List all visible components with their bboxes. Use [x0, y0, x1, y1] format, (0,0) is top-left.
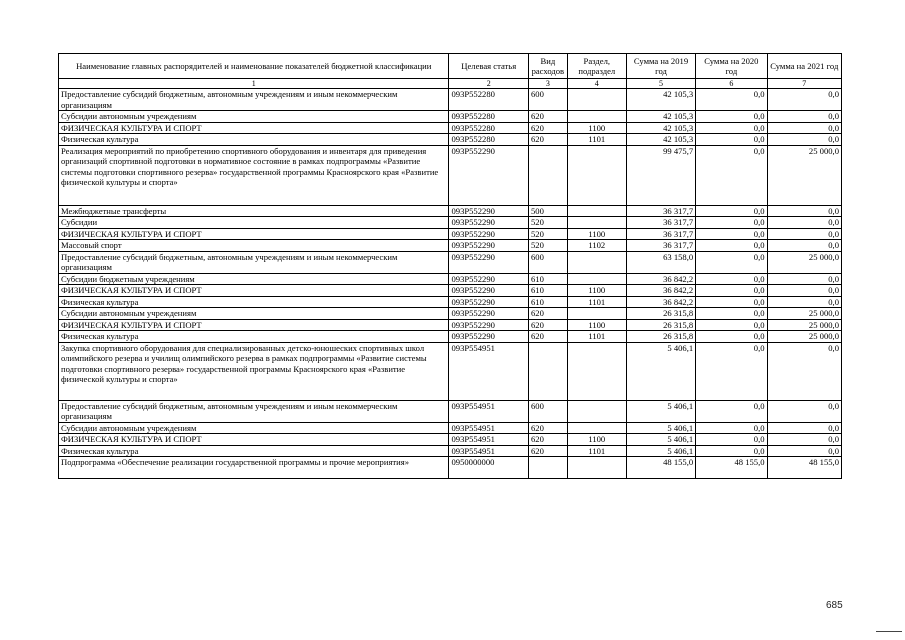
- row-expense-type: 620: [528, 445, 567, 457]
- row-sum-2021: 0,0: [767, 342, 841, 400]
- row-section: [567, 273, 626, 285]
- row-name: Физическая культура: [59, 296, 449, 308]
- table-header-row: [59, 54, 842, 79]
- row-target-article: 0950000000: [449, 457, 529, 479]
- column-number: 5: [626, 79, 695, 89]
- row-section: 1101: [567, 134, 626, 146]
- row-target-article: 093P552280: [449, 89, 529, 111]
- row-name: ФИЗИЧЕСКАЯ КУЛЬТУРА И СПОРТ: [59, 319, 449, 331]
- row-name: Предоставление субсидий бюджетным, автономным учреждениям и иным некоммерческим организациям: [59, 400, 449, 422]
- budget-table: [58, 53, 842, 479]
- row-name: ФИЗИЧЕСКАЯ КУЛЬТУРА И СПОРТ: [59, 122, 449, 134]
- table-row: [59, 89, 842, 111]
- table-row: [59, 285, 842, 297]
- row-sum-2020: 0,0: [696, 240, 767, 252]
- header-name: Наименование главных распорядителей и наименование показателей бюджетной классификации: [59, 54, 449, 79]
- row-expense-type: 520: [528, 240, 567, 252]
- row-sum-2020: 48 155,0: [696, 457, 767, 479]
- row-expense-type: 620: [528, 308, 567, 320]
- row-sum-2021: 0,0: [767, 205, 841, 217]
- table-row: [59, 111, 842, 123]
- header-vr: Вид расходов: [528, 54, 567, 79]
- row-target-article: 093P552290: [449, 145, 529, 205]
- row-expense-type: 620: [528, 434, 567, 446]
- row-expense-type: 600: [528, 89, 567, 111]
- row-section: 1100: [567, 434, 626, 446]
- row-sum-2019: 63 158,0: [626, 251, 695, 273]
- row-sum-2019: 5 406,1: [626, 400, 695, 422]
- row-name: Субсидии: [59, 217, 449, 229]
- row-sum-2019: 5 406,1: [626, 422, 695, 434]
- row-sum-2021: 0,0: [767, 445, 841, 457]
- row-sum-2020: 0,0: [696, 342, 767, 400]
- row-sum-2021: 25 000,0: [767, 331, 841, 343]
- row-section: 1100: [567, 285, 626, 297]
- row-sum-2019: 42 105,3: [626, 89, 695, 111]
- row-sum-2019: 5 406,1: [626, 445, 695, 457]
- table-row: [59, 240, 842, 252]
- row-expense-type: 600: [528, 400, 567, 422]
- row-sum-2019: 36 842,2: [626, 296, 695, 308]
- row-sum-2021: 0,0: [767, 89, 841, 111]
- row-sum-2021: 0,0: [767, 400, 841, 422]
- row-sum-2021: 0,0: [767, 434, 841, 446]
- row-sum-2020: 0,0: [696, 111, 767, 123]
- row-sum-2019: 26 315,8: [626, 331, 695, 343]
- row-sum-2020: 0,0: [696, 251, 767, 273]
- row-sum-2021: 0,0: [767, 111, 841, 123]
- row-sum-2019: 36 317,7: [626, 217, 695, 229]
- row-section: [567, 457, 626, 479]
- row-name: Предоставление субсидий бюджетным, автономным учреждениям и иным некоммерческим организациям: [59, 251, 449, 273]
- row-section: [567, 205, 626, 217]
- row-expense-type: 610: [528, 296, 567, 308]
- row-sum-2019: 36 317,7: [626, 240, 695, 252]
- row-expense-type: 610: [528, 273, 567, 285]
- row-target-article: 093P554951: [449, 434, 529, 446]
- row-sum-2021: 0,0: [767, 122, 841, 134]
- header-rz: Раздел, подраздел: [567, 54, 626, 79]
- row-sum-2020: 0,0: [696, 445, 767, 457]
- row-name: Межбюджетные трансферты: [59, 205, 449, 217]
- row-target-article: 093P554951: [449, 342, 529, 400]
- row-name: Подпрограмма «Обеспечение реализации государственной программы и прочие мероприятия»: [59, 457, 449, 479]
- header-2019: Сумма на 2019 год: [626, 54, 695, 79]
- row-sum-2019: 26 315,8: [626, 319, 695, 331]
- row-target-article: 093P552280: [449, 122, 529, 134]
- row-sum-2020: 0,0: [696, 134, 767, 146]
- row-section: 1100: [567, 319, 626, 331]
- row-expense-type: 620: [528, 319, 567, 331]
- row-name: Предоставление субсидий бюджетным, автономным учреждениям и иным некоммерческим организациям: [59, 89, 449, 111]
- row-target-article: 093P554951: [449, 445, 529, 457]
- row-sum-2019: 36 842,2: [626, 273, 695, 285]
- row-name: ФИЗИЧЕСКАЯ КУЛЬТУРА И СПОРТ: [59, 228, 449, 240]
- table-row: [59, 205, 842, 217]
- row-target-article: 093P552280: [449, 134, 529, 146]
- column-number: 6: [696, 79, 767, 89]
- header-code: Целевая статья: [449, 54, 529, 79]
- row-sum-2019: 42 105,3: [626, 134, 695, 146]
- row-sum-2020: 0,0: [696, 285, 767, 297]
- table-row: [59, 308, 842, 320]
- row-sum-2021: 0,0: [767, 217, 841, 229]
- row-sum-2020: 0,0: [696, 400, 767, 422]
- row-target-article: 093P552290: [449, 331, 529, 343]
- row-section: [567, 111, 626, 123]
- row-section: [567, 422, 626, 434]
- row-sum-2020: 0,0: [696, 89, 767, 111]
- row-sum-2021: 25 000,0: [767, 251, 841, 273]
- row-name: Субсидии автономным учреждениям: [59, 308, 449, 320]
- table-row: [59, 342, 842, 400]
- column-number: 3: [528, 79, 567, 89]
- table-row: [59, 134, 842, 146]
- column-number: 1: [59, 79, 449, 89]
- row-expense-type: 620: [528, 422, 567, 434]
- row-section: [567, 342, 626, 400]
- row-section: [567, 251, 626, 273]
- row-sum-2020: 0,0: [696, 228, 767, 240]
- table-row: [59, 422, 842, 434]
- row-expense-type: 620: [528, 111, 567, 123]
- row-expense-type: [528, 342, 567, 400]
- row-sum-2020: 0,0: [696, 308, 767, 320]
- row-sum-2021: 0,0: [767, 296, 841, 308]
- row-sum-2021: 48 155,0: [767, 457, 841, 479]
- row-expense-type: 620: [528, 122, 567, 134]
- row-sum-2019: 36 842,2: [626, 285, 695, 297]
- row-section: 1101: [567, 296, 626, 308]
- table-row: [59, 445, 842, 457]
- row-section: 1102: [567, 240, 626, 252]
- row-name: Реализация мероприятий по приобретению спортивного оборудования и инвентаря для приведения организаций спортивной подготовки в нормативное состояние в рамках подпрограммы «Развитие системы подготовки спортивного резерва» государственной программы Красноярского края «Развитие физической культуры и спорта»: [59, 145, 449, 205]
- row-sum-2021: 0,0: [767, 422, 841, 434]
- table-row: [59, 273, 842, 285]
- row-expense-type: 610: [528, 285, 567, 297]
- row-expense-type: 520: [528, 228, 567, 240]
- header-2020: Сумма на 2020 год: [696, 54, 767, 79]
- row-section: [567, 217, 626, 229]
- row-target-article: 093P552290: [449, 308, 529, 320]
- row-target-article: 093P552290: [449, 240, 529, 252]
- table-row: [59, 296, 842, 308]
- table-row: [59, 228, 842, 240]
- row-sum-2019: 42 105,3: [626, 111, 695, 123]
- table-row: [59, 331, 842, 343]
- header-2021: Сумма на 2021 год: [767, 54, 841, 79]
- row-name: Закупка спортивного оборудования для специализированных детско-юношеских спортивных школ олимпийского резерва и училищ олимпийского резерва в рамках подпрограммы «Развитие системы подготовки спортивного резерва» государственной программы Красноярского края «Развитие физической культуры и спорта»: [59, 342, 449, 400]
- table-row: [59, 217, 842, 229]
- row-name: Массовый спорт: [59, 240, 449, 252]
- row-name: Субсидии автономным учреждениям: [59, 111, 449, 123]
- row-expense-type: 600: [528, 251, 567, 273]
- row-sum-2021: 0,0: [767, 228, 841, 240]
- row-name: Физическая культура: [59, 445, 449, 457]
- table-row: [59, 251, 842, 273]
- row-sum-2019: 99 475,7: [626, 145, 695, 205]
- row-target-article: 093P552290: [449, 251, 529, 273]
- row-sum-2020: 0,0: [696, 122, 767, 134]
- row-target-article: 093P552290: [449, 296, 529, 308]
- corner-mark: [876, 631, 902, 632]
- row-target-article: 093P552280: [449, 111, 529, 123]
- row-expense-type: [528, 145, 567, 205]
- row-sum-2020: 0,0: [696, 205, 767, 217]
- row-target-article: 093P554951: [449, 422, 529, 434]
- row-expense-type: 620: [528, 331, 567, 343]
- row-name: Субсидии бюджетным учреждениям: [59, 273, 449, 285]
- row-section: [567, 89, 626, 111]
- row-section: 1101: [567, 445, 626, 457]
- table-row: [59, 319, 842, 331]
- column-number: 4: [567, 79, 626, 89]
- row-sum-2019: 5 406,1: [626, 434, 695, 446]
- row-section: 1100: [567, 228, 626, 240]
- row-target-article: 093P552290: [449, 319, 529, 331]
- table-row: [59, 145, 842, 205]
- row-sum-2020: 0,0: [696, 296, 767, 308]
- table-body: [59, 89, 842, 479]
- row-sum-2020: 0,0: [696, 217, 767, 229]
- row-sum-2020: 0,0: [696, 331, 767, 343]
- column-number-row: [59, 79, 842, 89]
- row-sum-2021: 0,0: [767, 240, 841, 252]
- row-name: ФИЗИЧЕСКАЯ КУЛЬТУРА И СПОРТ: [59, 285, 449, 297]
- row-name: Физическая культура: [59, 331, 449, 343]
- row-name: ФИЗИЧЕСКАЯ КУЛЬТУРА И СПОРТ: [59, 434, 449, 446]
- table-row: [59, 457, 842, 479]
- row-sum-2019: 42 105,3: [626, 122, 695, 134]
- row-target-article: 093P552290: [449, 217, 529, 229]
- row-section: [567, 400, 626, 422]
- row-sum-2020: 0,0: [696, 422, 767, 434]
- page-number: 685: [826, 600, 843, 611]
- row-sum-2019: 36 317,7: [626, 228, 695, 240]
- row-sum-2019: 36 317,7: [626, 205, 695, 217]
- row-name: Физическая культура: [59, 134, 449, 146]
- table-row: [59, 122, 842, 134]
- row-sum-2019: 5 406,1: [626, 342, 695, 400]
- row-section: 1101: [567, 331, 626, 343]
- row-name: Субсидии автономным учреждениям: [59, 422, 449, 434]
- row-sum-2019: 26 315,8: [626, 308, 695, 320]
- row-target-article: 093P552290: [449, 285, 529, 297]
- row-expense-type: 520: [528, 217, 567, 229]
- row-sum-2021: 25 000,0: [767, 145, 841, 205]
- row-sum-2021: 0,0: [767, 134, 841, 146]
- row-sum-2021: 25 000,0: [767, 308, 841, 320]
- row-sum-2020: 0,0: [696, 319, 767, 331]
- row-expense-type: [528, 457, 567, 479]
- row-section: 1100: [567, 122, 626, 134]
- row-target-article: 093P552290: [449, 273, 529, 285]
- row-target-article: 093P552290: [449, 205, 529, 217]
- column-number: 7: [767, 79, 841, 89]
- row-target-article: 093P554951: [449, 400, 529, 422]
- row-sum-2020: 0,0: [696, 273, 767, 285]
- row-target-article: 093P552290: [449, 228, 529, 240]
- row-sum-2021: 25 000,0: [767, 319, 841, 331]
- table-row: [59, 400, 842, 422]
- row-expense-type: 620: [528, 134, 567, 146]
- row-section: [567, 145, 626, 205]
- row-sum-2020: 0,0: [696, 145, 767, 205]
- table-row: [59, 434, 842, 446]
- row-sum-2019: 48 155,0: [626, 457, 695, 479]
- row-sum-2020: 0,0: [696, 434, 767, 446]
- row-expense-type: 500: [528, 205, 567, 217]
- row-section: [567, 308, 626, 320]
- row-sum-2021: 0,0: [767, 273, 841, 285]
- column-number: 2: [449, 79, 529, 89]
- row-sum-2021: 0,0: [767, 285, 841, 297]
